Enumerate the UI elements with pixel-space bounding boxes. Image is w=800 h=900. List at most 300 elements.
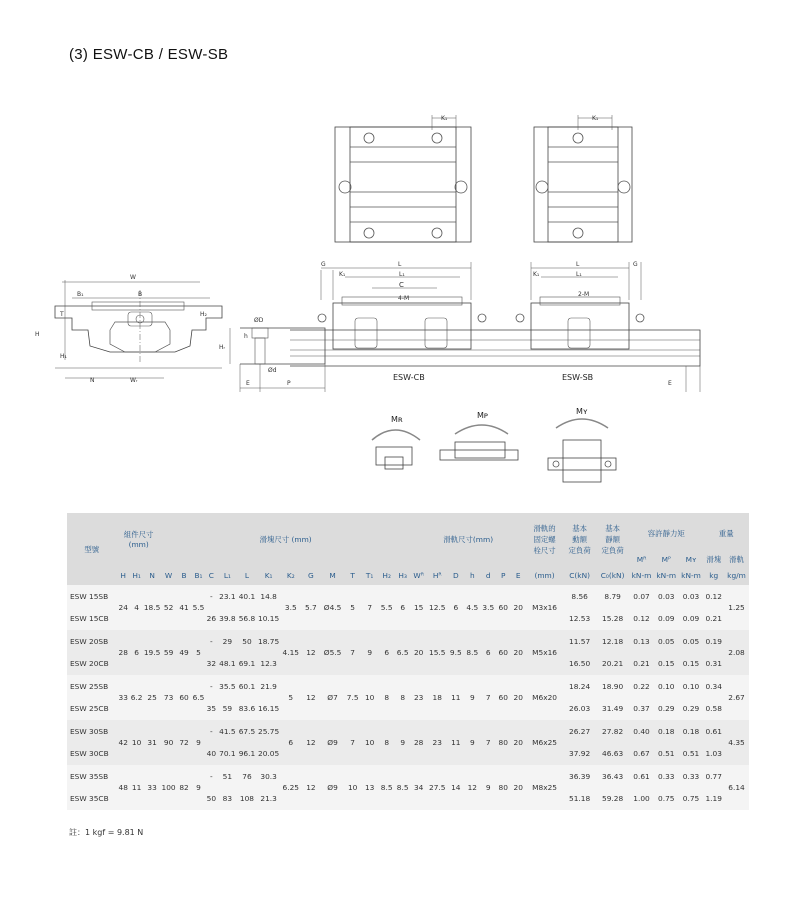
cell-l: 83.6: [237, 698, 257, 721]
header-col-1: H₁: [130, 565, 143, 585]
cell-k2: 3.5: [280, 585, 301, 630]
cell-mp: 0.29: [654, 698, 679, 721]
header-col-24: (mm): [526, 565, 563, 585]
cell-k2: 5: [280, 675, 301, 720]
cell-l: 56.8: [237, 608, 257, 631]
cell-c: 40: [205, 743, 217, 766]
cell-b1: 9: [192, 765, 205, 810]
cell-stat: 12.18: [596, 630, 629, 653]
cell-mp: 0.03: [654, 585, 679, 608]
cell-hr: 23: [427, 720, 448, 765]
cell-l1: 35.5: [218, 675, 238, 698]
table-row: [67, 630, 749, 653]
header-col-19: D: [448, 565, 465, 585]
cell-p: 80: [496, 720, 510, 765]
header-dynamic: 基本 動額 定負荷: [563, 513, 596, 565]
moment-my-icon: [548, 419, 616, 482]
cell-c: -: [205, 720, 217, 743]
cell-rail-kg: 6.14: [724, 765, 749, 810]
cell-h2: 8: [378, 675, 395, 720]
cell-h1: 6.2: [130, 675, 143, 720]
cell-mp: 0.05: [654, 630, 679, 653]
cell-dyn: 8.56: [563, 585, 596, 608]
cell-g: 12: [301, 675, 321, 720]
cell-h: 42: [117, 720, 130, 765]
cell-c: -: [205, 630, 217, 653]
label-n: N: [90, 377, 95, 384]
header-weight-block: 滑塊: [703, 553, 724, 565]
cell-d: 6: [481, 630, 496, 675]
cell-b: 60: [176, 675, 191, 720]
cell-h: 12: [464, 765, 481, 810]
cell-l1: 39.8: [218, 608, 238, 631]
cell-l: 67.5: [237, 720, 257, 743]
cell-l: 40.1: [237, 585, 257, 608]
cell-n: 25: [143, 675, 161, 720]
cell-bolt: M6x20: [526, 675, 563, 720]
cell-dyn: 51.18: [563, 788, 596, 811]
header-col-25: C(kN): [563, 565, 596, 585]
moment-mp-label: Mᴘ: [477, 411, 489, 420]
cell-k1: 25.75: [257, 720, 281, 743]
cell-h: 9: [464, 675, 481, 720]
cell-m: Ø7: [321, 675, 345, 720]
cell-model: ESW 35CB: [67, 788, 117, 811]
cell-mr: 0.61: [629, 765, 654, 788]
label-p: P: [287, 380, 291, 387]
cell-kg: 0.77: [703, 765, 724, 788]
cell-c: 35: [205, 698, 217, 721]
cell-m: Ø5.5: [321, 630, 345, 675]
cell-bolt: M5x16: [526, 630, 563, 675]
cell-mr: 0.12: [629, 608, 654, 631]
cell-wr: 23: [410, 675, 427, 720]
cell-w: 90: [161, 720, 176, 765]
header-assembly: 組件尺寸 (mm): [117, 513, 161, 565]
cell-e: 20: [510, 585, 526, 630]
moment-mr-label: Mʀ: [391, 415, 403, 424]
header-my: Mʏ: [679, 553, 704, 565]
cell-c: -: [205, 765, 217, 788]
cell-hr: 18: [427, 675, 448, 720]
cell-k1: 14.8: [257, 585, 281, 608]
cell-my: 0.29: [679, 698, 704, 721]
spec-table-wrapper: [67, 513, 749, 810]
cell-dyn: 36.39: [563, 765, 596, 788]
label-h-small: h: [244, 333, 248, 340]
cell-rail-kg: 2.67: [724, 675, 749, 720]
cell-mr: 0.40: [629, 720, 654, 743]
cell-rail-kg: 4.35: [724, 720, 749, 765]
page-title: (3) ESW-CB / ESW-SB: [69, 46, 229, 63]
cell-w: 52: [161, 585, 176, 630]
cell-l: 50: [237, 630, 257, 653]
cell-mr: 0.22: [629, 675, 654, 698]
header-col-9: K₁: [257, 565, 281, 585]
header-mr: Mᴿ: [629, 553, 654, 565]
label-l-cb: L: [398, 261, 402, 268]
cell-k1: 12.3: [257, 653, 281, 676]
header-col-7: L₁: [218, 565, 238, 585]
top-view-cb: [335, 115, 471, 242]
header-col-26: C₀(kN): [596, 565, 629, 585]
cell-g: 12: [301, 630, 321, 675]
label-phi-d-large: ØD: [254, 317, 264, 324]
cell-h2: 6: [378, 630, 395, 675]
header-col-28: kN-m: [654, 565, 679, 585]
sb-caption: ESW-SB: [562, 373, 594, 382]
cell-l: 108: [237, 788, 257, 811]
cell-h: 24: [117, 585, 130, 630]
moment-my-label: Mʏ: [576, 407, 588, 416]
cell-model: ESW 15SB: [67, 585, 117, 608]
header-col-20: h: [464, 565, 481, 585]
cell-h2: 8: [378, 720, 395, 765]
cell-model: ESW 20SB: [67, 630, 117, 653]
cell-stat: 46.63: [596, 743, 629, 766]
cell-bolt: M8x25: [526, 765, 563, 810]
cell-h1: 10: [130, 720, 143, 765]
cell-k1: 30.3: [257, 765, 281, 788]
cell-kg: 0.21: [703, 608, 724, 631]
cell-h: 4.5: [464, 585, 481, 630]
cell-hr: 12.5: [427, 585, 448, 630]
cell-mp: 0.18: [654, 720, 679, 743]
cell-k2: 6.25: [280, 765, 301, 810]
label-k1-top-cb: K₁: [441, 115, 448, 122]
cell-kg: 1.03: [703, 743, 724, 766]
cell-dyn: 12.53: [563, 608, 596, 631]
cell-kg: 0.31: [703, 653, 724, 676]
cell-c: 32: [205, 653, 217, 676]
cell-h1: 11: [130, 765, 143, 810]
label-h2: H₂: [200, 311, 207, 318]
cell-l1: 41.5: [218, 720, 238, 743]
header-col-3: W: [161, 565, 176, 585]
cell-t: 7: [344, 630, 361, 675]
cell-d: 9.5: [448, 630, 465, 675]
cell-c: -: [205, 585, 217, 608]
spec-table: [67, 513, 749, 810]
cell-p: 60: [496, 585, 510, 630]
cell-model: ESW 35SB: [67, 765, 117, 788]
cell-stat: 8.79: [596, 585, 629, 608]
cell-h: 8.5: [464, 630, 481, 675]
header-col-15: H₂: [378, 565, 395, 585]
cell-dyn: 37.92: [563, 743, 596, 766]
cell-m: Ø9: [321, 720, 345, 765]
label-l1-sb: L₁: [576, 271, 582, 278]
cell-e: 20: [510, 720, 526, 765]
cell-k1: 21.3: [257, 788, 281, 811]
cell-b1: 5.5: [192, 585, 205, 630]
cell-stat: 15.28: [596, 608, 629, 631]
cell-model: ESW 15CB: [67, 608, 117, 631]
moment-mp-icon: [440, 425, 518, 460]
cell-e: 20: [510, 675, 526, 720]
cell-mr: 0.13: [629, 630, 654, 653]
cell-my: 0.15: [679, 653, 704, 676]
cell-kg: 0.34: [703, 675, 724, 698]
cell-h3: 8.5: [395, 765, 410, 810]
cell-t: 7: [344, 720, 361, 765]
header-col-10: K₂: [280, 565, 301, 585]
header-col-17: Wᴿ: [410, 565, 427, 585]
cell-rail-kg: 1.25: [724, 585, 749, 630]
cell-b: 82: [176, 765, 191, 810]
label-wr: Wᵣ: [130, 377, 138, 384]
cell-model: ESW 20CB: [67, 653, 117, 676]
cell-mr: 0.21: [629, 653, 654, 676]
header-col-16: H₃: [395, 565, 410, 585]
cell-kg: 0.58: [703, 698, 724, 721]
cell-k2: 6: [280, 720, 301, 765]
label-c-cb: C: [399, 281, 404, 289]
cell-stat: 20.21: [596, 653, 629, 676]
cell-t1: 7: [361, 585, 379, 630]
header-weight: 重量: [703, 513, 749, 553]
cell-rail-kg: 2.08: [724, 630, 749, 675]
cell-t: 7.5: [344, 675, 361, 720]
cell-kg: 0.12: [703, 585, 724, 608]
cell-w: 100: [161, 765, 176, 810]
cell-mp: 0.10: [654, 675, 679, 698]
header-col-29: kN-m: [679, 565, 704, 585]
header-col-5: B₁: [192, 565, 205, 585]
label-k1-cb: K₁: [339, 271, 346, 278]
cell-h: 33: [117, 675, 130, 720]
cell-m: Ø4.5: [321, 585, 345, 630]
cell-h: 9: [464, 720, 481, 765]
cell-c: 26: [205, 608, 217, 631]
cell-d: 3.5: [481, 585, 496, 630]
header-col-22: P: [496, 565, 510, 585]
cell-b1: 6.5: [192, 675, 205, 720]
cell-g: 12: [301, 765, 321, 810]
cell-dyn: 18.24: [563, 675, 596, 698]
label-k1-sb: K₁: [533, 271, 540, 278]
cell-b: 49: [176, 630, 191, 675]
header-col-27: kN-m: [629, 565, 654, 585]
cell-wr: 15: [410, 585, 427, 630]
cell-h: 48: [117, 765, 130, 810]
cell-l1: 23.1: [218, 585, 238, 608]
header-col-14: T₁: [361, 565, 379, 585]
cell-n: 19.5: [143, 630, 161, 675]
cell-hr: 27.5: [427, 765, 448, 810]
label-w: W: [130, 274, 136, 281]
cell-h3: 6.5: [395, 630, 410, 675]
cell-hr: 15.5: [427, 630, 448, 675]
cell-mp: 0.51: [654, 743, 679, 766]
cell-k1: 16.15: [257, 698, 281, 721]
cell-w: 59: [161, 630, 176, 675]
cell-bolt: M3x16: [526, 585, 563, 630]
cell-m: Ø9: [321, 765, 345, 810]
cell-l1: 29: [218, 630, 238, 653]
cell-d: 6: [448, 585, 465, 630]
cell-wr: 34: [410, 765, 427, 810]
cell-dyn: 26.27: [563, 720, 596, 743]
label-e-right: E: [668, 380, 672, 387]
cell-my: 0.33: [679, 765, 704, 788]
cell-mp: 0.15: [654, 653, 679, 676]
cell-h1: 6: [130, 630, 143, 675]
header-col-31: kg/m: [724, 565, 749, 585]
header-static: 基本 靜額 定負荷: [596, 513, 629, 565]
header-moment: 容許靜力矩: [629, 513, 703, 553]
cell-stat: 36.43: [596, 765, 629, 788]
header-col-0: H: [117, 565, 130, 585]
cell-l: 96.1: [237, 743, 257, 766]
top-view-sb: [534, 115, 632, 242]
header-col-8: L: [237, 565, 257, 585]
cell-b: 72: [176, 720, 191, 765]
cell-n: 18.5: [143, 585, 161, 630]
cell-t1: 13: [361, 765, 379, 810]
cell-mr: 1.00: [629, 788, 654, 811]
cell-n: 33: [143, 765, 161, 810]
cell-stat: 59.28: [596, 788, 629, 811]
label-l1-cb: L₁: [399, 271, 405, 278]
cell-stat: 27.82: [596, 720, 629, 743]
cell-my: 0.75: [679, 788, 704, 811]
cell-k2: 4.15: [280, 630, 301, 675]
cell-h1: 4: [130, 585, 143, 630]
label-g-cb: G: [321, 261, 326, 268]
header-col-11: G: [301, 565, 321, 585]
cell-w: 73: [161, 675, 176, 720]
cell-l: 76: [237, 765, 257, 788]
header-columns-row: [67, 565, 749, 585]
table-row: [67, 720, 749, 743]
header-mp: Mᴾ: [654, 553, 679, 565]
cell-d: 7: [481, 675, 496, 720]
cell-p: 60: [496, 675, 510, 720]
cell-g: 12: [301, 720, 321, 765]
header-col-4: B: [176, 565, 191, 585]
header-col-12: M: [321, 565, 345, 585]
cell-stat: 18.90: [596, 675, 629, 698]
header-slider: 滑塊尺寸 (mm): [161, 513, 411, 565]
cell-l: 60.1: [237, 675, 257, 698]
cell-b1: 5: [192, 630, 205, 675]
cell-k1: 18.75: [257, 630, 281, 653]
cell-my: 0.10: [679, 675, 704, 698]
cell-model: ESW 30CB: [67, 743, 117, 766]
label-2m: 2-M: [578, 291, 590, 298]
cell-h2: 8.5: [378, 765, 395, 810]
label-g-sb: G: [633, 261, 638, 268]
cell-dyn: 26.03: [563, 698, 596, 721]
cell-d: 11: [448, 720, 465, 765]
cell-dyn: 11.57: [563, 630, 596, 653]
cell-l1: 51: [218, 765, 238, 788]
cell-k1: 20.05: [257, 743, 281, 766]
label-b: B: [138, 291, 143, 298]
label-b1: B₁: [77, 291, 84, 298]
cell-d: 7: [481, 720, 496, 765]
cell-mr: 0.67: [629, 743, 654, 766]
label-l-sb: L: [576, 261, 580, 268]
cell-bolt: M6x25: [526, 720, 563, 765]
cell-h3: 8: [395, 675, 410, 720]
label-4m: 4-M: [398, 295, 410, 302]
cell-l1: 48.1: [218, 653, 238, 676]
table-row: [67, 675, 749, 698]
cell-kg: 0.61: [703, 720, 724, 743]
cell-mr: 0.37: [629, 698, 654, 721]
cell-my: 0.18: [679, 720, 704, 743]
cell-model: ESW 25CB: [67, 698, 117, 721]
label-hr: Hᵣ: [219, 344, 226, 351]
cell-h2: 5.5: [378, 585, 395, 630]
cell-model: ESW 25SB: [67, 675, 117, 698]
cell-h: 28: [117, 630, 130, 675]
table-row: [67, 585, 749, 608]
cell-l: 69.1: [237, 653, 257, 676]
cell-kg: 1.19: [703, 788, 724, 811]
header-col-13: T: [344, 565, 361, 585]
header-weight-rail: 滑軌: [724, 553, 749, 565]
label-phi-d-small: Ød: [268, 367, 277, 374]
cell-mr: 0.07: [629, 585, 654, 608]
header-col-30: kg: [703, 565, 724, 585]
cell-t1: 9: [361, 630, 379, 675]
cell-l1: 70.1: [218, 743, 238, 766]
cell-my: 0.03: [679, 585, 704, 608]
header-col-21: d: [481, 565, 496, 585]
cell-t1: 10: [361, 720, 379, 765]
cell-k1: 10.15: [257, 608, 281, 631]
label-t: T: [60, 311, 64, 318]
header-col-2: N: [143, 565, 161, 585]
header-bolt: 滑軌的 固定螺 栓尺寸: [526, 513, 563, 565]
cell-t: 5: [344, 585, 361, 630]
cell-p: 80: [496, 765, 510, 810]
cell-h3: 6: [395, 585, 410, 630]
unit-note: 註：1 kgf = 9.81 N: [69, 828, 144, 837]
cell-wr: 20: [410, 630, 427, 675]
cell-mp: 0.33: [654, 765, 679, 788]
cell-d: 9: [481, 765, 496, 810]
cell-d: 14: [448, 765, 465, 810]
cell-k1: 21.9: [257, 675, 281, 698]
cell-b1: 9: [192, 720, 205, 765]
cell-d: 11: [448, 675, 465, 720]
cell-stat: 31.49: [596, 698, 629, 721]
table-row: [67, 765, 749, 788]
spec-table-body: [67, 585, 749, 810]
cell-my: 0.05: [679, 630, 704, 653]
cell-h3: 9: [395, 720, 410, 765]
label-h: H: [35, 331, 40, 338]
label-h1: H₁: [60, 353, 67, 360]
label-k1-top-sb: K₁: [592, 115, 599, 122]
cell-t1: 10: [361, 675, 379, 720]
header-model: 型號: [67, 513, 117, 585]
cell-my: 0.51: [679, 743, 704, 766]
cell-kg: 0.19: [703, 630, 724, 653]
cell-e: 20: [510, 765, 526, 810]
cell-e: 20: [510, 630, 526, 675]
label-e: E: [246, 380, 250, 387]
cell-mp: 0.09: [654, 608, 679, 631]
cell-wr: 28: [410, 720, 427, 765]
header-col-18: Hᴿ: [427, 565, 448, 585]
cell-g: 5.7: [301, 585, 321, 630]
header-col-23: E: [510, 565, 526, 585]
